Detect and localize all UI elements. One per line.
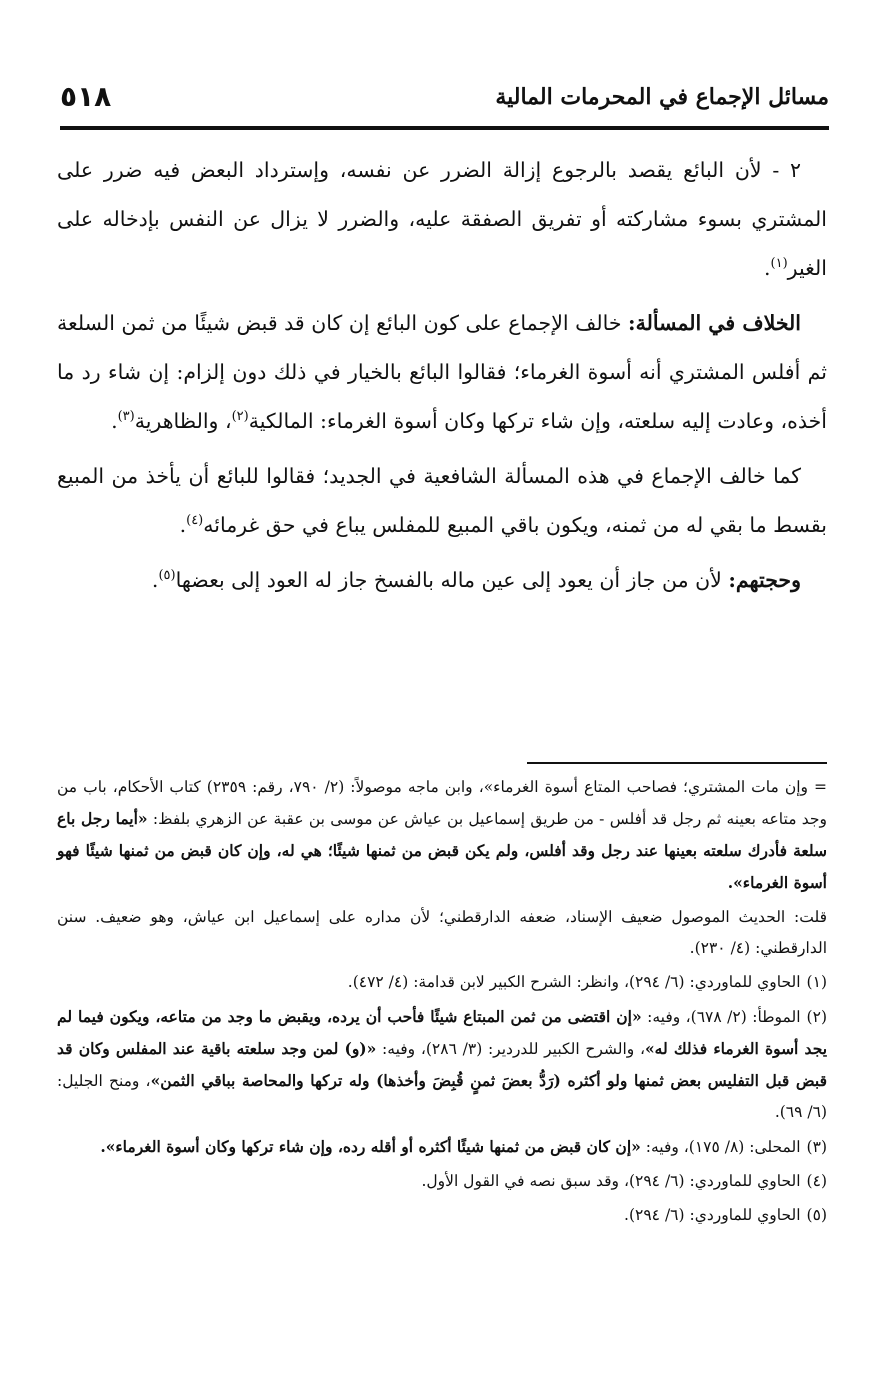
footnote-continuation-comment: قلت: الحديث الموصول ضعيف الإسناد، ضعفه الدارقطني؛ لأن مداره على إسماعيل ابن عياش، وهو ضعيف. سنن الدارقطني: (٤/ ٢٣٠). [57, 908, 827, 957]
footnote-2-text-a: الموطأ: (٢/ ٦٧٨)، وفيه: [641, 1008, 801, 1026]
footnote-2 [57, 1001, 827, 1128]
footnote-separator [527, 762, 827, 764]
footnote-continuation-text: = وإن مات المشتري؛ فصاحب المتاع أسوة الغرماء»، وابن ماجه موصولاً: (٢/ ٧٩٠، رقم: ٢٣٥٩) كتاب الأحكام، باب من وجد متاعه بعينه ثم رجل قد أفلس - من طريق إسماعيل بن عياش عن موسى بن عقبة عن الزهري بلفظ: [57, 778, 827, 828]
footnote-1 [57, 967, 827, 998]
running-title: مسائل الإجماع في المحرمات المالية [495, 84, 829, 110]
paragraph-3-text: كما خالف الإجماع في هذه المسألة الشافعية في الجديد؛ فقالوا للبائع أن يأخذ من المبيع بقسط ما بقي له من ثمنه، ويكون باقي المبيع للمفلس يباع في حق غرمائه [57, 464, 827, 537]
footnote-5 [57, 1200, 827, 1231]
footnote-5-number: (٥) [806, 1206, 827, 1224]
paragraph-1-text: ٢ - لأن البائع يقصد بالرجوع إزالة الضرر عن نفسه، وإسترداد البعض فيه ضرر على المشتري بسوء مشاركته أو تفريق الصفقة عليه، والضرر لا يزال عن النفس بإدخاله على الغير [57, 158, 827, 280]
footnote-ref-1: (١) [770, 256, 788, 272]
footnote-3-quote: «إن كان قبض من ثمنها شيئًا أكثره أو أقله رده، وإن شاء تركها وكان أسوة الغرماء». [100, 1137, 641, 1156]
header-rule [60, 126, 829, 130]
footnote-1-text: الحاوي للماوردي: (٦/ ٢٩٤)، وانظر: الشرح الكبير لابن قدامة: (٤/ ٤٧٢). [347, 973, 801, 991]
footnote-3-text: المحلى: (٨/ ١٧٥)، وفيه: [640, 1138, 801, 1156]
footnote-2-text-c: ، ومنح الجليل: (٦/ ٦٩). [57, 1072, 827, 1121]
footnote-ref-5: (٥) [158, 568, 176, 584]
footnote-2-quote-2: «(و) لمن وجد سلعته باقية عند المفلس وكان قد قبض قبل التفليس بعض ثمنها ولو أكثره (رَدُّ بعضَ ثمنٍ قُبِضَ وأخذها) وله تركها والمحاصة بباقي الثمن» [57, 1039, 827, 1090]
footnote-ref-2: (٢) [231, 409, 249, 425]
paragraph-1-end: . [763, 256, 771, 280]
paragraph-2-text: خالف الإجماع على كون البائع إن كان قد قبض شيئًا من ثمن السلعة ثم أفلس المشتري أنه أسوة الغرماء؛ فقالوا البائع بالخيار في ذلك دون إلزام: إن شاء رد ما أخذه، وعادت إليه سلعته، وإن شاء تركها وكان أسوة الغرماء: المالكية [57, 311, 827, 433]
footnote-4-number: (٤) [806, 1172, 827, 1190]
footnote-ref-3: (٣) [117, 409, 135, 425]
paragraph-3 [57, 452, 827, 550]
footnote-4-text: الحاوي للماوردي: (٦/ ٢٩٤)، وقد سبق نصه في القول الأول. [421, 1172, 801, 1190]
footnote-continuation-quote: «أيما رجل باع سلعة فأدرك سلعته بعينها عند رجل وقد أفلس، ولم يكن قبض من ثمنها شيئًا؛ هي له، وإن كان قبض من ثمنها شيئًا فهو أسوة الغرماء». [57, 809, 827, 892]
footnote-3-number: (٣) [806, 1138, 827, 1156]
paragraph-4-end: . [151, 568, 159, 592]
footnote-continuation [57, 772, 827, 899]
section-heading-dispute: الخلاف في المسألة: [628, 311, 801, 335]
paragraph-4-text: لأن من جاز أن يعود إلى عين ماله بالفسخ جاز له العود إلى بعضها [175, 568, 729, 592]
footnote-4 [57, 1166, 827, 1197]
section-heading-evidence: وحجتهم: [728, 568, 801, 592]
paragraph-2-end: . [111, 409, 118, 433]
paragraph-1 [57, 146, 827, 293]
main-text [57, 146, 827, 611]
footnote-5-text: الحاوي للماوردي: (٦/ ٢٩٤). [624, 1206, 801, 1224]
paragraph-3-end: . [179, 513, 187, 537]
paragraph-2-mid: ، والظاهرية [134, 409, 232, 433]
paragraph-4 [57, 556, 827, 605]
page-header [60, 80, 829, 122]
footnotes [57, 772, 827, 1234]
footnote-3 [57, 1131, 827, 1163]
footnote-2-text-b: ، والشرح الكبير للدردير: (٣/ ٢٨٦)، وفيه: [376, 1040, 645, 1058]
footnote-1-number: (١) [806, 973, 827, 991]
footnote-ref-4: (٤) [186, 513, 204, 529]
paragraph-2 [57, 299, 827, 446]
footnote-2-quote-1: «إن اقتضى من ثمن المبتاع شيئًا فأحب أن يرده، ويقبض ما وجد من متاعه، ويكون فيما لم يجد أسوة الغرماء فذلك له» [57, 1007, 828, 1058]
footnote-2-number: (٢) [806, 1008, 827, 1026]
page-number: ٥١٨ [60, 80, 112, 113]
